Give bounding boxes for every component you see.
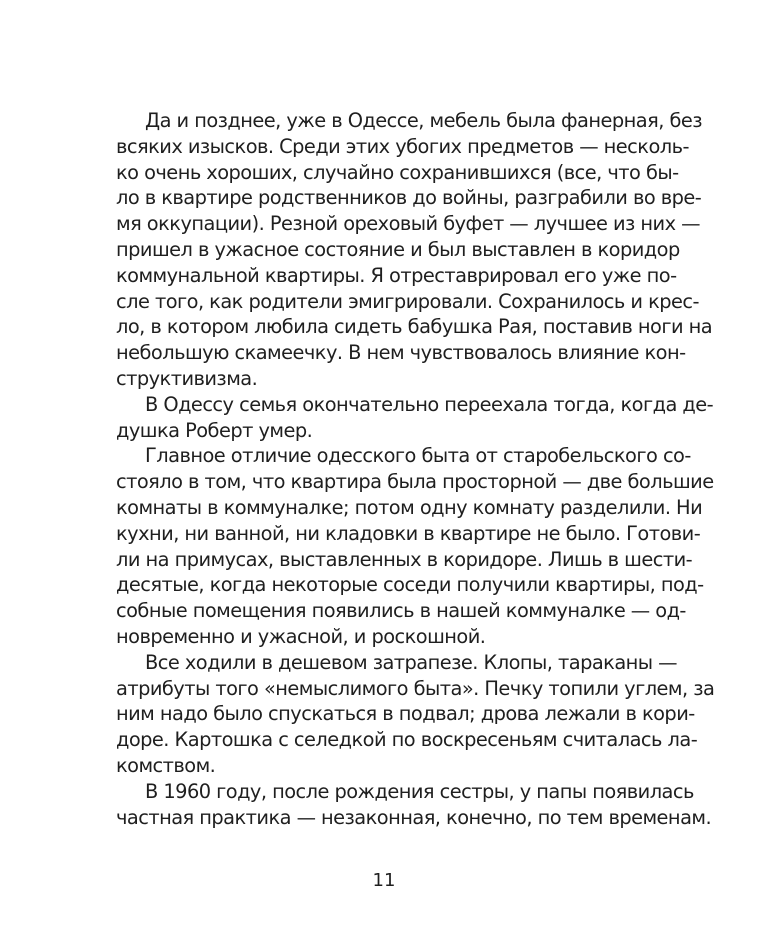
text-line: комнаты в коммуналке; потом одну комнату разделили. Ни [116, 495, 703, 519]
text-line: доре. Картошка с селедкой по воскресеньям считалась ла- [116, 728, 698, 752]
text-line: небольшую скамеечку. В нем чувствовалось влияние кон- [116, 341, 686, 365]
text-line: собные помещения появились в нашей коммуналке — од- [116, 599, 686, 623]
text-line: ли на примусах, выставленных в коридоре. Лишь в шести- [116, 547, 693, 571]
text-line: душка Роберт умер. [116, 418, 313, 442]
text-line: ним надо было спускаться в подвал; дрова лежали в кори- [116, 702, 695, 726]
text-line: стояло в том, что квартира была просторной — две большие [116, 470, 714, 494]
text-line: всяких изысков. Среди этих убогих предметов — несколь- [116, 134, 689, 158]
text-line: мя оккупации). Резной ореховый буфет — лучшее из них — [116, 212, 700, 236]
text-line: В 1960 году, после рождения сестры, у папы появилась [145, 779, 694, 803]
text-line: частная практика — незаконная, конечно, по тем временам. [116, 805, 712, 829]
body-text [116, 108, 715, 830]
paragraph [116, 779, 712, 831]
text-line: новременно и ужасной, и роскошной. [116, 624, 486, 648]
text-line: сле того, как родители эмигрировали. Сохранилось и крес- [116, 289, 699, 313]
text-line: В Одессу семья окончательно переехала тогда, когда де- [145, 392, 714, 416]
text-line: комством. [116, 753, 216, 777]
text-line: ко очень хороших, случайно сохранившихся (все, что бы- [116, 160, 679, 184]
text-line: ло, в котором любила сидеть бабушка Рая, поставив ноги на [116, 315, 713, 339]
text-line: Да и позднее, уже в Одессе, мебель была фанерная, без [145, 109, 703, 132]
text-line: пришел в ужасное состояние и был выставлен в коридор [116, 237, 680, 261]
paragraph [116, 650, 715, 779]
paragraph [116, 108, 713, 392]
text-line: кухни, ни ванной, ни кладовки в квартире не было. Готови- [116, 521, 701, 545]
paragraph [116, 392, 714, 444]
paragraph [116, 443, 714, 649]
text-line: десятые, когда некоторые соседи получили квартиры, под- [116, 573, 704, 597]
text-line: коммунальной квартиры. Я отреставрировал его уже по- [116, 263, 677, 287]
text-line: структивизма. [116, 366, 258, 390]
text-line: атрибуты того «немыслимого быта». Печку топили углем, за [116, 676, 715, 700]
text-line: Главное отличие одесского быта от старобельского со- [145, 444, 691, 468]
text-line: ло в квартире родственников до войны, разграбили во вре- [116, 186, 702, 210]
page-number: 11 [372, 870, 396, 891]
text-line: Все ходили в дешевом затрапезе. Клопы, тараканы — [145, 650, 677, 674]
